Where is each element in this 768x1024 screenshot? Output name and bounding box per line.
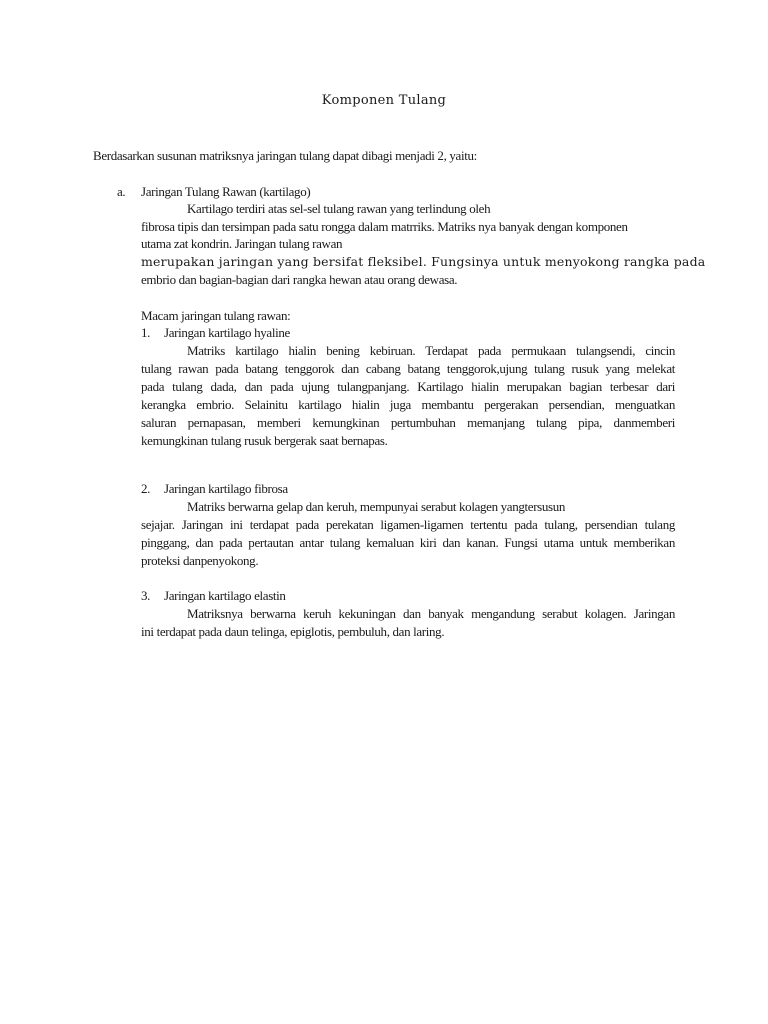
item-3-heading: Jaringan kartilago elastin <box>164 588 286 603</box>
item-2-line: Matriks berwarna gelap dan keruh, mempunyai serabut kolagen yangtersusun <box>187 499 566 514</box>
item-2-line: pinggang, dan pada pertautan antar tulang kemaluan kiri dan kanan. Fungsi utama untuk memberikan <box>141 535 675 550</box>
item-1-line: kerangka embrio. Selainitu kartilago hialin juga membantu pergerakan persendian, menguatkan <box>141 397 675 412</box>
item-1-marker: 1. <box>141 325 151 340</box>
item-2-line: sejajar. Jaringan ini terdapat pada perekatan ligamen-ligamen tertentu pada tulang, persendian tulang <box>141 517 675 532</box>
item-2-line: proteksi danpenyokong. <box>141 553 259 568</box>
item-1-line: Matriks kartilago hialin bening kebiruan. Terdapat pada permukaan tulangsendi, cincin <box>187 343 675 358</box>
section-a-line: utama zat kondrin. Jaringan tulang rawan <box>141 236 343 251</box>
item-3-line: ini terdapat pada daun telinga, epiglotis, pembuluh, dan laring. <box>141 624 445 639</box>
item-3-marker: 3. <box>141 588 151 603</box>
section-a-line: embrio dan bagian-bagian dari rangka hewan atau orang dewasa. <box>141 272 458 287</box>
section-a-line: merupakan jaringan yang bersifat fleksibel. Fungsinya untuk menyokong rangka pada <box>141 254 706 269</box>
section-a-heading: Jaringan Tulang Rawan (kartilago) <box>141 184 311 199</box>
section-a-line: Kartilago terdiri atas sel-sel tulang rawan yang terlindung oleh <box>187 201 491 216</box>
intro-paragraph: Berdasarkan susunan matriksnya jaringan tulang dapat dibagi menjadi 2, yaitu: <box>93 148 477 163</box>
item-1-heading: Jaringan kartilago hyaline <box>164 325 290 340</box>
item-1-line: tulang rawan pada batang tenggorok dan cabang batang tenggorok,ujung tulang rusuk yang melekat <box>141 361 675 376</box>
document-title: Komponen Tulang <box>321 93 447 108</box>
item-1-line: kemungkinan tulang rusuk bergerak saat bernapas. <box>141 433 388 448</box>
types-heading: Macam jaringan tulang rawan: <box>141 308 291 323</box>
item-2-heading: Jaringan kartilago fibrosa <box>164 481 288 496</box>
item-1-line: saluran pernapasan, memberi kemungkinan pertumbuhan memanjang tulang pipa, danmemberi <box>141 415 675 430</box>
section-a-marker: a. <box>117 184 126 199</box>
item-3-line: Matriksnya berwarna keruh kekuningan dan banyak mengandung serabut kolagen. Jaringan <box>187 606 675 621</box>
item-1-line: pada tulang dada, dan pada ujung tulangpanjang. Kartilago hialin merupakan bagian terbesar dari <box>141 379 675 394</box>
section-a-line: fibrosa tipis dan tersimpan pada satu rongga dalam matrriks. Matriks nya banyak dengan komponen <box>141 219 628 234</box>
item-2-marker: 2. <box>141 481 151 496</box>
